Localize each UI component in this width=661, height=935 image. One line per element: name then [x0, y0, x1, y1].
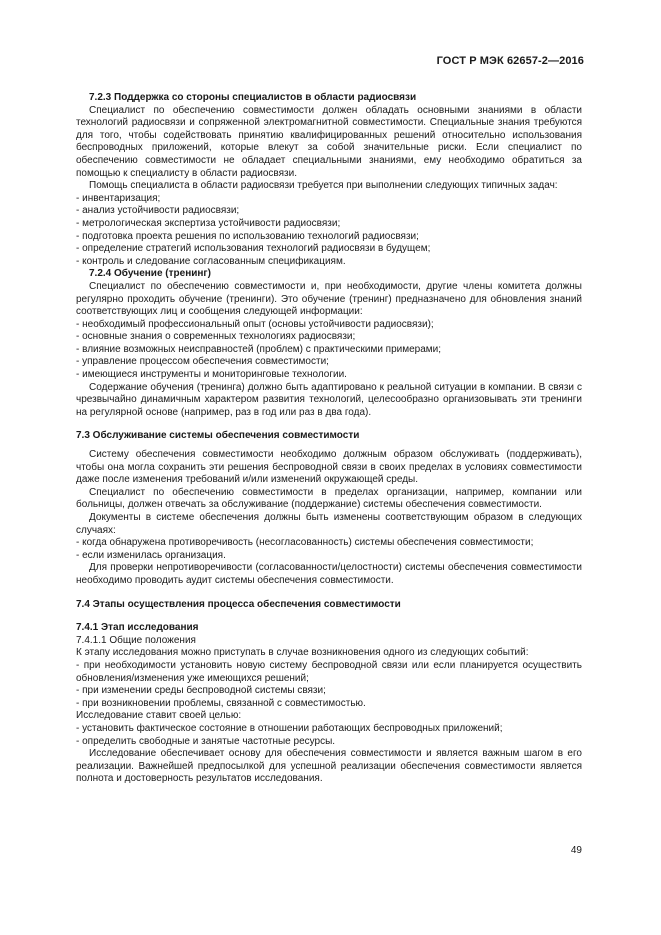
section-7-4-title: 7.4 Этапы осуществления процесса обеспечения совместимости: [76, 598, 401, 610]
section-7-4-1-1-title: 7.4.1.1 Общие положения: [76, 634, 196, 646]
list-item: - управление процессом обеспечения совместимости;: [76, 356, 329, 368]
list-item: - установить фактическое состояние в отношении работающих беспроводных приложений;: [76, 722, 503, 734]
paragraph: Для проверки непротиворечивости (согласованности/целостности) системы обеспечения совместимости необходимо проводить аудит системы обеспечения совместимости.: [76, 562, 582, 586]
list-item: - имеющиеся инструменты и мониторинговые технологии.: [76, 369, 347, 381]
list-item: - если изменилась организация.: [76, 549, 226, 561]
list-item: - анализ устойчивости радиосвязи;: [76, 205, 240, 217]
paragraph: Систему обеспечения совместимости необходимо должным образом обслуживать (поддерживать), чтобы она могла сохранить эти решения беспроводной связи в своих пределах в условиях совместимости даже после изменения требований и/или изменений окружающей среды.: [76, 449, 582, 486]
paragraph: Специалист по обеспечению совместимости в пределах организации, например, компании или больницы, должен отвечать за обслуживание (поддержание) системы обеспечения совместимости.: [76, 486, 582, 511]
list-item: - определить свободные и занятые частотные ресурсы.: [76, 735, 336, 747]
list-item: - необходимый профессиональный опыт (основы устойчивости радиосвязи);: [76, 318, 434, 330]
paragraph: Документы в системе обеспечения должны быть изменены соответствующим образом в следующих случаях:: [76, 512, 582, 536]
list-item: - подготовка проекта решения по использованию технологий радиосвязи;: [76, 230, 419, 242]
paragraph: К этапу исследования можно приступать в случае возникновения одного из следующих событий:: [76, 647, 529, 659]
list-item: - инвентаризация;: [76, 192, 161, 204]
list-item: - основные знания о современных технологиях радиосвязи;: [76, 331, 356, 343]
list-item: - влияние возможных неисправностей (проблем) с практическими примерами;: [76, 343, 442, 355]
list-item: - когда обнаружена противоречивость (несогласованность) системы обеспечения совместимости;: [76, 537, 534, 549]
section-7-3-title: 7.3 Обслуживание системы обеспечения совместимости: [76, 430, 360, 442]
list-item: - метрологическая экспертиза устойчивости радиосвязи;: [76, 217, 341, 229]
paragraph: Помощь специалиста в области радиосвязи требуется при выполнении следующих типичных задач:: [89, 180, 558, 192]
list-item: - определение стратегий использования технологий радиосвязи в будущем;: [76, 243, 431, 255]
paragraph: Исследование обеспечивает основу для обеспечения совместимости и является важным шагом в его реализации. Важнейшей предпосылкой для успешной реализации обеспечения совместимости является полнота и достоверность результатов исследования.: [76, 748, 582, 785]
paragraph: Специалист по обеспечению совместимости и, при необходимости, другие члены комитета должны регулярно проходить обучение (тренинги). Это обучение (тренинг) предназначено для обновления знаний соответствующих лиц и сообщения следующей информации:: [76, 280, 582, 318]
list-item: - при необходимости установить новую систему беспроводной связи или если планируется осуществить обновления/изменения уже имеющихся решений;: [76, 659, 582, 684]
paragraph: Содержание обучения (тренинга) должно быть адаптировано к реальной ситуации в компании. В связи с чрезвычайно динамичным характером развития технологий, целесообразно организовывать эти тренинги на регулярной основе (например, раз в год или раз в два года).: [76, 381, 582, 418]
section-7-2-3-title: 7.2.3 Поддержка со стороны специалистов в области радиосвязи: [89, 92, 417, 103]
paragraph: Специалист по обеспечению совместимости должен обладать основными знаниями в области технологий радиосвязи и сопряженной электромагнитной совместимости. Специальные знания требуются для того, чтобы содействовать принятию квалифицированных решений относительно использования беспроводных приложений, которые влекут за собой значительные риски. Если специалист по обеспечению совместимости не обладает специальными знаниями, ему необходимо обратиться за помощью к специалисту в области радиосвязи.: [76, 104, 582, 179]
list-item: - контроль и следование согласованным спецификациям.: [76, 255, 346, 267]
page-content: [76, 92, 582, 786]
section-7-4-1-title: 7.4.1 Этап исследования: [76, 622, 199, 634]
section-7-2-4-title: 7.2.4 Обучение (тренинг): [89, 268, 211, 280]
document-code-header: ГОСТ Р МЭК 62657-2—2016: [436, 55, 584, 67]
page-number: 49: [570, 845, 582, 856]
list-item: - при возникновении проблемы, связанной с совместимостью.: [76, 697, 366, 709]
paragraph: Исследование ставит своей целью:: [76, 710, 242, 722]
list-item: - при изменении среды беспроводной системы связи;: [76, 685, 326, 697]
